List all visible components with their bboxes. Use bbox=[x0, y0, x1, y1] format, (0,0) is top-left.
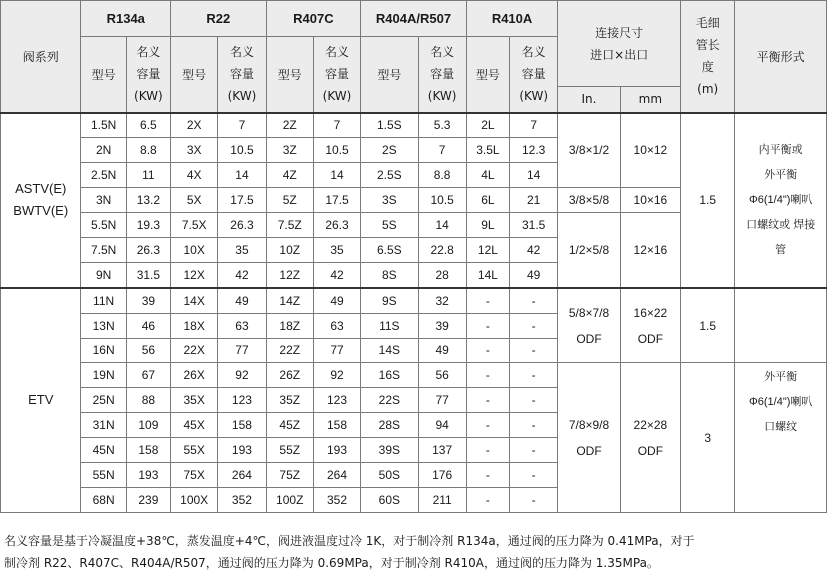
data-cell: 3N bbox=[81, 188, 126, 213]
data-cell: 109 bbox=[126, 413, 170, 438]
data-cell: 56 bbox=[418, 363, 466, 388]
header-capacity-capacity-unit: (KW) bbox=[427, 89, 457, 104]
data-cell: 12Z bbox=[266, 262, 313, 287]
data-cell: 123 bbox=[313, 388, 360, 413]
data-cell: 55N bbox=[81, 462, 126, 487]
data-cell: 7 bbox=[218, 113, 266, 138]
data-cell: 123 bbox=[218, 388, 266, 413]
data-cell: 158 bbox=[126, 438, 170, 463]
data-cell: 67 bbox=[126, 363, 170, 388]
data-cell: 352 bbox=[313, 487, 360, 512]
footnote-line2: 制冷剂 R22、R407C、R404A/R507，通过阀的压力降为 0.69MPa，对于制冷剂 R410A，通过阀的压力降为 1.35MPa。 bbox=[4, 556, 659, 570]
data-cell: - bbox=[466, 363, 509, 388]
data-cell: 4L bbox=[466, 163, 509, 188]
data-cell: 26.3 bbox=[218, 213, 266, 238]
data-cell: 6.5 bbox=[126, 113, 170, 138]
data-cell: 46 bbox=[126, 313, 170, 338]
data-cell: - bbox=[466, 438, 509, 463]
header-capacity-capacity-label-line2: 容量 bbox=[521, 67, 546, 82]
data-cell: 22Z bbox=[266, 338, 313, 363]
connection-mm: 10×12 bbox=[620, 113, 680, 188]
footnote bbox=[4, 530, 824, 574]
data-cell: 8S bbox=[361, 262, 418, 287]
header-capacity-capacity-label-line1: 名义 bbox=[325, 45, 350, 60]
data-cell: 35 bbox=[313, 237, 360, 262]
data-cell: 11 bbox=[126, 163, 170, 188]
data-cell: 14 bbox=[418, 213, 466, 238]
data-cell: 10.5 bbox=[313, 138, 360, 163]
data-cell: 5X bbox=[171, 188, 218, 213]
data-cell: 92 bbox=[313, 363, 360, 388]
data-cell: 11S bbox=[361, 313, 418, 338]
balance-type bbox=[735, 288, 827, 363]
data-cell: - bbox=[510, 288, 558, 313]
data-cell: - bbox=[510, 462, 558, 487]
data-cell: 22X bbox=[171, 338, 218, 363]
data-cell: 2.5N bbox=[81, 163, 126, 188]
header-balance: 平衡形式 bbox=[735, 1, 827, 113]
header-capacity-capacity-unit: (KW) bbox=[519, 89, 548, 104]
data-cell: 158 bbox=[313, 413, 360, 438]
balance-type bbox=[735, 363, 827, 512]
data-cell: 6L bbox=[466, 188, 509, 213]
data-cell: 49 bbox=[418, 338, 466, 363]
balance-line5: 管 bbox=[775, 243, 787, 256]
balance-line2: 外平衡 bbox=[764, 168, 798, 181]
header-capacity bbox=[126, 37, 170, 113]
header-capacity-capacity-label-line2: 容量 bbox=[430, 67, 455, 82]
header-capacity-capacity-unit: (KW) bbox=[322, 89, 352, 104]
data-cell: 13.2 bbox=[126, 188, 170, 213]
data-cell: 77 bbox=[218, 338, 266, 363]
connection-mm bbox=[620, 288, 680, 363]
data-cell: 12L bbox=[466, 237, 509, 262]
data-cell: - bbox=[510, 413, 558, 438]
data-cell: 6.5S bbox=[361, 237, 418, 262]
data-cell: 5Z bbox=[266, 188, 313, 213]
data-cell: 2X bbox=[171, 113, 218, 138]
header-refrigerant-r404a-r507: R404A/R507 bbox=[361, 1, 467, 37]
data-cell: 3X bbox=[171, 138, 218, 163]
data-cell: 2S bbox=[361, 138, 418, 163]
data-cell: - bbox=[510, 487, 558, 512]
data-cell: 193 bbox=[313, 438, 360, 463]
data-cell: 12X bbox=[171, 262, 218, 287]
header-model: 型号 bbox=[171, 37, 218, 113]
balance-line3: Φ6(1/4")喇叭 bbox=[748, 193, 813, 206]
data-cell: 45N bbox=[81, 438, 126, 463]
header-capillary-line3: 度 bbox=[701, 60, 714, 75]
data-cell: - bbox=[510, 438, 558, 463]
data-cell: 2L bbox=[466, 113, 509, 138]
data-cell: - bbox=[466, 288, 509, 313]
data-cell: - bbox=[510, 363, 558, 388]
data-cell: 45Z bbox=[266, 413, 313, 438]
data-cell: 63 bbox=[313, 313, 360, 338]
table-body bbox=[1, 113, 827, 513]
data-cell: - bbox=[466, 413, 509, 438]
data-cell: 88 bbox=[126, 388, 170, 413]
series-name-line1: ETV bbox=[28, 392, 54, 408]
data-cell: 26.3 bbox=[126, 237, 170, 262]
header-capacity-capacity-label-line1: 名义 bbox=[521, 45, 546, 60]
capillary-length: 3 bbox=[681, 363, 735, 512]
header-capacity-capacity-label-line1: 名义 bbox=[229, 45, 254, 60]
data-cell: 211 bbox=[418, 487, 466, 512]
data-cell: 77 bbox=[313, 338, 360, 363]
data-cell: 3.5L bbox=[466, 138, 509, 163]
table-row bbox=[1, 288, 827, 313]
header-refrigerant-r407c: R407C bbox=[266, 1, 361, 37]
balance-line1: 外平衡 bbox=[764, 371, 798, 384]
header-conn-unit-mm: mm bbox=[620, 87, 680, 113]
data-cell: 26X bbox=[171, 363, 218, 388]
table-row bbox=[1, 363, 827, 388]
data-cell: 10Z bbox=[266, 237, 313, 262]
header-conn-unit-in: In. bbox=[558, 87, 620, 113]
header-model: 型号 bbox=[266, 37, 313, 113]
series-cell bbox=[1, 288, 81, 513]
data-cell: 60S bbox=[361, 487, 418, 512]
data-cell: 16N bbox=[81, 338, 126, 363]
header-connection-line1: 连接尺寸 bbox=[595, 25, 644, 40]
data-cell: 10.5 bbox=[418, 188, 466, 213]
data-cell: 352 bbox=[218, 487, 266, 512]
series-cell bbox=[1, 113, 81, 288]
balance-type bbox=[735, 113, 827, 288]
balance-line3: 口螺纹 bbox=[764, 421, 798, 434]
data-cell: 1.5N bbox=[81, 113, 126, 138]
data-cell: 19.3 bbox=[126, 213, 170, 238]
data-cell: 100X bbox=[171, 487, 218, 512]
data-cell: 14L bbox=[466, 262, 509, 287]
connection-mm-line1: 16×22 bbox=[633, 305, 668, 320]
header-refrigerant-r410a: R410A bbox=[466, 1, 558, 37]
connection-mm-line1: 22×28 bbox=[633, 417, 668, 432]
data-cell: 14 bbox=[313, 163, 360, 188]
series-name-line2: BWTV(E) bbox=[13, 203, 69, 219]
data-cell: 9S bbox=[361, 288, 418, 313]
data-cell: 7.5Z bbox=[266, 213, 313, 238]
data-cell: 7 bbox=[313, 113, 360, 138]
header-series: 阀系列 bbox=[1, 1, 81, 113]
data-cell: 7 bbox=[418, 138, 466, 163]
data-cell: 264 bbox=[218, 462, 266, 487]
data-cell: 4Z bbox=[266, 163, 313, 188]
data-cell: 5.5N bbox=[81, 213, 126, 238]
data-cell: 75Z bbox=[266, 462, 313, 487]
data-cell: - bbox=[510, 313, 558, 338]
data-cell: 28S bbox=[361, 413, 418, 438]
data-cell: 10.5 bbox=[218, 138, 266, 163]
balance-line1: 内平衡或 bbox=[758, 143, 803, 156]
header-capacity-capacity-label-line1: 名义 bbox=[430, 45, 455, 60]
connection-inch-line1: 7/8×9/8 bbox=[568, 417, 610, 432]
connection-mm-line2: ODF bbox=[637, 331, 664, 346]
data-cell: 32 bbox=[418, 288, 466, 313]
data-cell: 25N bbox=[81, 388, 126, 413]
header-capillary bbox=[681, 1, 735, 113]
header-capillary-line2: 管长 bbox=[695, 38, 720, 53]
data-cell: - bbox=[466, 487, 509, 512]
data-cell: 77 bbox=[418, 388, 466, 413]
data-cell: 26.3 bbox=[313, 213, 360, 238]
data-cell: 39 bbox=[126, 288, 170, 313]
data-cell: 193 bbox=[126, 462, 170, 487]
series-name-line1: ASTV(E) bbox=[15, 181, 67, 197]
data-cell: 5S bbox=[361, 213, 418, 238]
data-cell: 55X bbox=[171, 438, 218, 463]
data-cell: 63 bbox=[218, 313, 266, 338]
data-cell: 14Z bbox=[266, 288, 313, 313]
connection-inch-line1: 5/8×7/8 bbox=[568, 305, 610, 320]
data-cell: 176 bbox=[418, 462, 466, 487]
header-connection bbox=[558, 1, 681, 87]
data-cell: 3Z bbox=[266, 138, 313, 163]
header-capacity-capacity-label-line1: 名义 bbox=[136, 45, 161, 60]
header-capacity-capacity-label-line2: 容量 bbox=[229, 67, 254, 82]
data-cell: 193 bbox=[218, 438, 266, 463]
data-cell: 49 bbox=[313, 288, 360, 313]
header-refrigerant-r22: R22 bbox=[171, 1, 267, 37]
data-cell: 11N bbox=[81, 288, 126, 313]
header-connection-line2: 进口×出口 bbox=[590, 47, 649, 62]
data-cell: 17.5 bbox=[218, 188, 266, 213]
data-cell: 31.5 bbox=[510, 213, 558, 238]
data-cell: 10X bbox=[171, 237, 218, 262]
header-capacity-capacity-unit: (KW) bbox=[227, 89, 257, 104]
data-cell: 14 bbox=[510, 163, 558, 188]
connection-mm: 10×16 bbox=[620, 188, 680, 213]
data-cell: 9N bbox=[81, 262, 126, 287]
data-cell: 35 bbox=[218, 237, 266, 262]
data-cell: 92 bbox=[218, 363, 266, 388]
capillary-length: 1.5 bbox=[681, 113, 735, 288]
header-model: 型号 bbox=[466, 37, 509, 113]
header-capacity-capacity-label-line2: 容量 bbox=[325, 67, 350, 82]
header-capacity bbox=[418, 37, 466, 113]
data-cell: 49 bbox=[218, 288, 266, 313]
connection-inch: 1/2×5/8 bbox=[558, 213, 620, 288]
data-cell: 158 bbox=[218, 413, 266, 438]
data-cell: 8.8 bbox=[418, 163, 466, 188]
data-cell: - bbox=[510, 388, 558, 413]
data-cell: 2N bbox=[81, 138, 126, 163]
data-cell: 94 bbox=[418, 413, 466, 438]
data-cell: 1.5S bbox=[361, 113, 418, 138]
data-cell: 2.5S bbox=[361, 163, 418, 188]
data-cell: 42 bbox=[510, 237, 558, 262]
data-cell: 22S bbox=[361, 388, 418, 413]
balance-line2: Φ6(1/4")喇叭 bbox=[748, 396, 813, 409]
connection-inch: 3/8×1/2 bbox=[558, 113, 620, 188]
header-refrigerant-r134a: R134a bbox=[81, 1, 171, 37]
data-cell: 7.5X bbox=[171, 213, 218, 238]
data-cell: 21 bbox=[510, 188, 558, 213]
data-cell: 13N bbox=[81, 313, 126, 338]
data-cell: 17.5 bbox=[313, 188, 360, 213]
data-cell: 39S bbox=[361, 438, 418, 463]
data-cell: 56 bbox=[126, 338, 170, 363]
data-cell: 22.8 bbox=[418, 237, 466, 262]
data-cell: 28 bbox=[418, 262, 466, 287]
data-cell: 137 bbox=[418, 438, 466, 463]
header-capacity bbox=[313, 37, 360, 113]
data-cell: - bbox=[510, 338, 558, 363]
data-cell: 239 bbox=[126, 487, 170, 512]
data-cell: 35X bbox=[171, 388, 218, 413]
data-cell: 75X bbox=[171, 462, 218, 487]
data-cell: 39 bbox=[418, 313, 466, 338]
data-cell: 7 bbox=[510, 113, 558, 138]
data-cell: 2Z bbox=[266, 113, 313, 138]
data-cell: 19N bbox=[81, 363, 126, 388]
data-cell: - bbox=[466, 388, 509, 413]
data-cell: 9L bbox=[466, 213, 509, 238]
header-capacity-capacity-label-line2: 容量 bbox=[136, 67, 161, 82]
data-cell: 14X bbox=[171, 288, 218, 313]
data-cell: - bbox=[466, 338, 509, 363]
balance-line4: 口螺纹或 焊接 bbox=[746, 218, 816, 231]
data-cell: 45X bbox=[171, 413, 218, 438]
data-cell: 42 bbox=[313, 262, 360, 287]
data-cell: 264 bbox=[313, 462, 360, 487]
connection-mm bbox=[620, 363, 680, 512]
capillary-length: 1.5 bbox=[681, 288, 735, 363]
connection-inch-line2: ODF bbox=[576, 331, 602, 346]
header-model: 型号 bbox=[81, 37, 126, 113]
footnote-line1: 名义容量是基于冷凝温度+38℃，蒸发温度+4℃，阀进液温度过冷 1K，对于制冷剂 R134a，通过阀的压力降为 0.41MPa，对于 bbox=[4, 534, 695, 548]
data-cell: 31N bbox=[81, 413, 126, 438]
data-cell: 5.3 bbox=[418, 113, 466, 138]
connection-inch: 3/8×5/8 bbox=[558, 188, 620, 213]
connection-mm: 12×16 bbox=[620, 213, 680, 288]
data-cell: 35Z bbox=[266, 388, 313, 413]
connection-inch-line2: ODF bbox=[576, 443, 602, 458]
table-row bbox=[1, 113, 827, 138]
data-cell: 31.5 bbox=[126, 262, 170, 287]
data-cell: 8.8 bbox=[126, 138, 170, 163]
header-capillary-unit: (m) bbox=[697, 82, 719, 97]
data-cell: 42 bbox=[218, 262, 266, 287]
data-cell: 3S bbox=[361, 188, 418, 213]
data-cell: 68N bbox=[81, 487, 126, 512]
data-cell: 14S bbox=[361, 338, 418, 363]
data-cell: 50S bbox=[361, 462, 418, 487]
connection-mm-line2: ODF bbox=[637, 443, 664, 458]
header-capacity-capacity-unit: (KW) bbox=[134, 89, 163, 104]
data-cell: 16S bbox=[361, 363, 418, 388]
data-cell: 4X bbox=[171, 163, 218, 188]
data-cell: 12.3 bbox=[510, 138, 558, 163]
table-header bbox=[1, 1, 827, 113]
data-cell: 18X bbox=[171, 313, 218, 338]
connection-inch bbox=[558, 288, 620, 363]
header-capacity bbox=[218, 37, 266, 113]
data-cell: 18Z bbox=[266, 313, 313, 338]
connection-inch bbox=[558, 363, 620, 512]
header-model: 型号 bbox=[361, 37, 418, 113]
data-cell: 7.5N bbox=[81, 237, 126, 262]
data-cell: 55Z bbox=[266, 438, 313, 463]
header-capacity bbox=[510, 37, 558, 113]
data-cell: 100Z bbox=[266, 487, 313, 512]
data-cell: - bbox=[466, 313, 509, 338]
header-capillary-line1: 毛细 bbox=[695, 16, 720, 31]
data-cell: 26Z bbox=[266, 363, 313, 388]
data-cell: - bbox=[466, 462, 509, 487]
data-cell: 49 bbox=[510, 262, 558, 287]
data-cell: 14 bbox=[218, 163, 266, 188]
